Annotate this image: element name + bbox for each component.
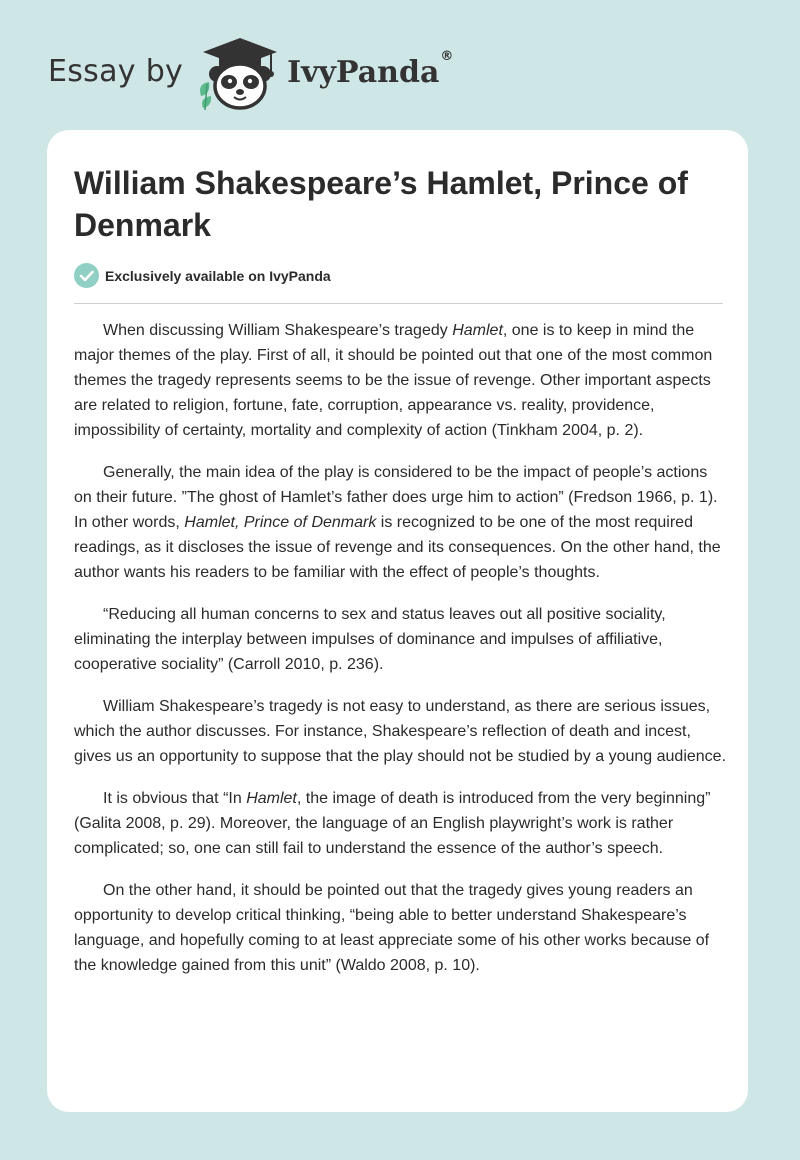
italic-title: Hamlet, Prince of Denmark	[184, 514, 377, 531]
brand-name: IvyPanda®	[287, 48, 454, 90]
text-run: It is obvious that “In	[103, 790, 247, 807]
paragraph	[74, 602, 729, 677]
badge-text: Exclusively available on IvyPanda	[105, 267, 331, 284]
paragraph	[74, 318, 729, 443]
text-run: “Reducing all human concerns to sex and status leaves out all positive sociality, eliminating the interplay between impulses of dominance and impulses of affiliative, cooperative sociality” (Carroll 2010, p. 236).	[74, 606, 666, 673]
paragraph	[74, 878, 729, 978]
paragraph	[74, 786, 729, 861]
text-run: Generally, the main idea of the play is considered to be the impact of people’s actions on their future. ”The ghost of Hamlet’s father does urge him to action” (Fredson 1966, p. 1). In other words,	[74, 464, 718, 531]
essay-card	[47, 130, 748, 1112]
text-run: When discussing William Shakespeare’s tragedy	[103, 322, 453, 339]
registered-mark: ®	[440, 48, 454, 64]
essay-body	[74, 318, 729, 995]
divider	[74, 303, 723, 304]
page-title: William Shakespeare’s Hamlet, Prince of Denmark	[74, 165, 688, 243]
brand-prefix: Essay by	[48, 53, 184, 89]
text-run: , the image of death is introduced from the very beginning” (Galita 2008, p. 29). Moreover, the language of an English playwright’s work is rather complicated; so, one can still fail to understand the essence of the author’s speech.	[74, 790, 711, 857]
text-run: On the other hand, it should be pointed out that the tragedy gives young readers an opportunity to develop critical thinking, “being able to better understand Shakespeare’s language, and hopefully coming to at least appreciate some of his other works because of the knowledge gained from this unit” (Waldo 2008, p. 10).	[74, 882, 710, 974]
text-run: is recognized to be one of the most required readings, as it discloses the issue of revenge and its consequences. On the other hand, the author wants his readers to be familiar with the effect of people’s thoughts.	[74, 514, 721, 581]
text-run: , one is to keep in mind the major themes of the play. First of all, it should be pointed out that one of the most common themes the tragedy represents seems to be the issue of revenge. Other important aspects are related to religion, fortune, fate, corruption, appearance vs. reality, providence, impossibility of certainty, mortality and complexity of action (Tinkham 2004, p. 2).	[74, 322, 713, 439]
check-circle-icon	[74, 263, 99, 288]
panda-graduate-icon	[197, 36, 283, 112]
paragraph	[74, 460, 729, 585]
text-run: William Shakespeare’s tragedy is not easy to understand, as there are serious issues, which the author discusses. For instance, Shakespeare’s reflection of death and incest, gives us an opportunity to suppose that the play should not be studied by a young audience.	[74, 698, 727, 765]
site-header	[48, 34, 453, 114]
italic-title: Hamlet	[452, 322, 503, 339]
paragraph	[74, 694, 729, 769]
exclusive-badge	[74, 263, 331, 288]
italic-title: Hamlet	[246, 790, 297, 807]
